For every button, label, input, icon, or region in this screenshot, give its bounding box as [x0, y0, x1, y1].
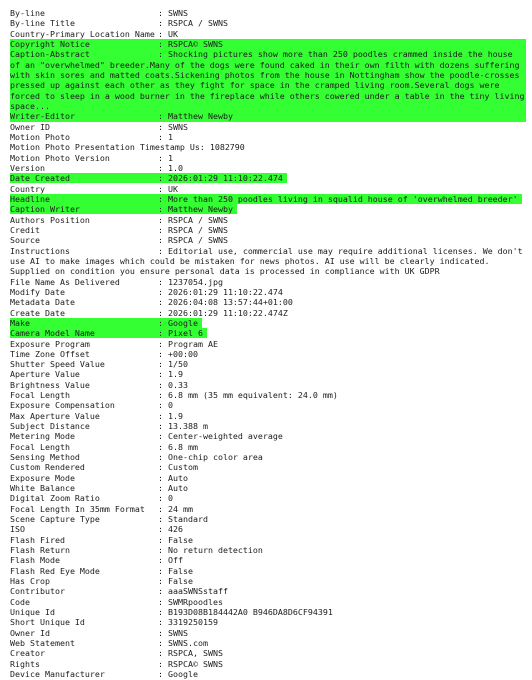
key-value-separator: :	[158, 658, 168, 669]
metadata-row-content	[10, 669, 198, 679]
metadata-row-content	[10, 215, 228, 225]
metadata-row-exposure-program	[10, 339, 526, 349]
key-value-separator: :	[158, 596, 168, 607]
metadata-value: RSPCA© SWNS	[168, 38, 223, 49]
metadata-key: Web Statement	[10, 638, 75, 649]
metadata-value: 2026:01:29 11:10:22.474	[168, 173, 283, 184]
metadata-key: Caption-Abstract	[10, 49, 90, 60]
key-value-separator: :	[158, 379, 168, 390]
key-value-separator: :	[158, 431, 168, 442]
metadata-row-headline	[10, 194, 526, 204]
metadata-key: Motion Photo	[10, 131, 70, 142]
metadata-key: Modify Date	[10, 286, 65, 297]
metadata-row-content	[10, 359, 188, 369]
metadata-row-content	[10, 400, 173, 410]
metadata-value: SWMRpoodles	[168, 596, 223, 607]
metadata-key: Date Created	[10, 173, 70, 184]
key-value-separator: :	[158, 193, 168, 204]
metadata-key: Device Manufacturer	[10, 669, 105, 679]
metadata-key: Metadata Date	[10, 297, 75, 308]
metadata-row-content	[10, 421, 208, 431]
metadata-row-content	[10, 586, 228, 596]
key-value-separator: :	[158, 286, 168, 297]
metadata-key: Metering Mode	[10, 431, 75, 442]
metadata-row-file-name-as-delivered	[10, 277, 526, 287]
metadata-row-content	[10, 617, 218, 627]
metadata-row-unique-id	[10, 607, 526, 617]
key-value-separator: :	[158, 514, 168, 525]
metadata-row-sensing-method	[10, 452, 526, 462]
metadata-value: RSPCA / SWNS	[168, 214, 228, 225]
metadata-row-content	[10, 431, 283, 441]
key-value-separator: :	[158, 214, 168, 225]
metadata-value: One-chip color area	[168, 452, 263, 463]
metadata-row-focal-length	[10, 442, 526, 452]
metadata-row-caption-writer	[10, 204, 526, 214]
metadata-row-flash-return	[10, 545, 526, 555]
key-value-separator: :	[158, 328, 168, 339]
metadata-key: Make	[10, 317, 30, 328]
metadata-value: Program AE	[168, 338, 218, 349]
key-value-separator: :	[158, 307, 168, 318]
metadata-value: Editorial use, commercial use may require additional licenses. We don't use AI to make images which could be mistaken for news photos. AI use will be clearly indicated. Supplied on condition you ensure personal data is processed in compliance with UK GDPR	[10, 245, 528, 277]
metadata-value: 0	[168, 400, 173, 411]
metadata-key: Country	[10, 183, 45, 194]
metadata-key: White Balance	[10, 483, 75, 494]
metadata-row-flash-red-eye-mode	[10, 566, 526, 576]
metadata-key: Headline	[10, 193, 50, 204]
metadata-row-content	[10, 297, 293, 307]
key-value-separator: :	[158, 524, 168, 535]
key-value-separator: :	[158, 121, 168, 132]
metadata-row-modify-date	[10, 287, 526, 297]
metadata-key: Owner ID	[10, 121, 50, 132]
metadata-key: Exposure Mode	[10, 472, 75, 483]
metadata-value: SWNS	[168, 121, 188, 132]
metadata-key: Camera Model Name	[10, 328, 95, 339]
metadata-row-has-crop	[10, 576, 526, 586]
key-value-separator: :	[158, 421, 168, 432]
key-value-separator: :	[158, 555, 168, 566]
metadata-row-content	[10, 287, 283, 297]
metadata-value: Shocking pictures show more than 250 poodles crammed inside the house of an "overwhelmed" breeder.Many of the dogs were found caked in their own filth with dozens suffering with skin sores and matted coats.Sickening photos from the house in Nottingham show the poodle-crosses pressed up against each other as they fight for space in the cramped living room.Several dogs were forced to sleep in a wood burner in the fireplace while others cowered under a table in the tiny living space...	[10, 49, 530, 111]
metadata-value: SWNS.com	[168, 638, 208, 649]
metadata-key: By-line	[10, 8, 45, 18]
metadata-value: SWNS	[168, 627, 188, 638]
metadata-row-country-primary-location-name	[10, 29, 526, 39]
metadata-value: Auto	[168, 472, 188, 483]
metadata-value: RSPCA© SWNS	[168, 658, 223, 669]
metadata-key: Short Unique Id	[10, 617, 85, 628]
metadata-key: Motion Photo Version	[10, 152, 110, 163]
key-value-separator: :	[158, 369, 168, 380]
metadata-row-content	[10, 566, 193, 576]
metadata-row-source	[10, 235, 526, 245]
metadata-row-content	[10, 545, 263, 555]
metadata-row-content	[10, 39, 223, 49]
metadata-key: Has Crop	[10, 576, 50, 587]
metadata-row-content	[10, 638, 208, 648]
metadata-key: Authors Position	[10, 214, 90, 225]
key-value-separator: :	[158, 38, 168, 49]
metadata-row-credit	[10, 225, 526, 235]
key-value-separator: :	[158, 638, 168, 649]
metadata-row-content	[10, 184, 178, 194]
metadata-row-content	[10, 628, 188, 638]
metadata-row-content	[10, 29, 178, 39]
metadata-row-create-date	[10, 308, 526, 318]
metadata-row-date-created	[10, 173, 526, 183]
key-value-separator: :	[158, 503, 168, 514]
metadata-key: Credit	[10, 224, 40, 235]
metadata-row-content	[10, 339, 218, 349]
metadata-value: 2026:04:08 13:57:44+01:00	[168, 297, 293, 308]
metadata-value: Google	[168, 669, 198, 679]
metadata-value: SWNS	[168, 8, 188, 18]
metadata-key: Instructions	[10, 245, 70, 256]
key-value-separator: :	[158, 183, 168, 194]
metadata-row-content	[10, 122, 188, 132]
metadata-value: 1.9	[168, 410, 183, 421]
metadata-row-owner-id	[10, 628, 526, 638]
metadata-row-content	[10, 49, 530, 111]
metadata-row-motion-photo-version	[10, 153, 526, 163]
metadata-row-digital-zoom-ratio	[10, 493, 526, 503]
key-value-separator: :	[158, 565, 168, 576]
metadata-key: Flash Red Eye Mode	[10, 565, 100, 576]
metadata-row-content	[10, 369, 183, 379]
metadata-row-shutter-speed-value	[10, 359, 526, 369]
metadata-key: Shutter Speed Value	[10, 359, 105, 370]
metadata-row-metering-mode	[10, 431, 526, 441]
metadata-row-content	[10, 504, 193, 514]
metadata-value: 1/50	[168, 359, 188, 370]
metadata-key: ISO	[10, 524, 25, 535]
key-value-separator: :	[158, 617, 168, 628]
key-value-separator: :	[158, 338, 168, 349]
metadata-key: Country-Primary Location Name	[10, 28, 155, 39]
metadata-value: Google	[168, 317, 198, 328]
metadata-value: RSPCA / SWNS	[168, 235, 228, 246]
metadata-row-content	[10, 153, 173, 163]
metadata-value: RSPCA, SWNS	[168, 648, 223, 659]
key-value-separator: :	[158, 131, 168, 142]
metadata-key: Create Date	[10, 307, 65, 318]
key-value-separator: :	[158, 348, 168, 359]
metadata-key: Code	[10, 596, 30, 607]
metadata-key: Motion Photo Presentation Timestamp Us	[10, 142, 200, 153]
metadata-key: Version	[10, 162, 45, 173]
metadata-key: Rights	[10, 658, 40, 669]
metadata-key: Aperture Value	[10, 369, 80, 380]
key-value-separator: :	[158, 669, 168, 679]
metadata-row-content	[10, 555, 183, 565]
metadata-row-content	[10, 246, 528, 277]
key-value-separator: :	[158, 28, 168, 39]
metadata-row-content	[10, 524, 183, 534]
metadata-row-authors-position	[10, 215, 526, 225]
metadata-value: 24 mm	[168, 503, 193, 514]
metadata-row-brightness-value	[10, 380, 526, 390]
metadata-value: 1	[168, 152, 173, 163]
metadata-key: Unique Id	[10, 607, 55, 618]
key-value-separator: :	[158, 162, 168, 173]
metadata-row-custom-rendered	[10, 462, 526, 472]
metadata-key: Caption Writer	[10, 204, 80, 215]
key-value-separator: :	[158, 245, 168, 256]
key-value-separator: :	[158, 390, 168, 401]
metadata-row-content	[10, 194, 522, 204]
metadata-row-by-line	[10, 8, 526, 18]
key-value-separator: :	[158, 317, 168, 328]
metadata-row-content	[10, 132, 173, 142]
metadata-key: By-line Title	[10, 18, 75, 29]
metadata-row-content	[10, 659, 223, 669]
key-value-separator: :	[158, 607, 168, 618]
metadata-value: Custom	[168, 462, 198, 473]
metadata-value: Standard	[168, 514, 208, 525]
key-value-separator: :	[158, 462, 168, 473]
metadata-row-device-manufacturer	[10, 669, 526, 679]
metadata-row-exposure-compensation	[10, 400, 526, 410]
metadata-value: Pixel 6	[168, 328, 203, 339]
metadata-value: B193D08B184442A0 B946DA8D6CF94391	[168, 607, 333, 618]
metadata-row-content	[10, 308, 288, 318]
key-value-separator: :	[158, 18, 168, 29]
metadata-row-focal-length-in-35mm-format	[10, 504, 526, 514]
metadata-row-flash-fired	[10, 535, 526, 545]
key-value-separator: :	[158, 648, 168, 659]
metadata-row-content	[10, 483, 188, 493]
metadata-key: Max Aperture Value	[10, 410, 100, 421]
metadata-row-content	[10, 18, 228, 28]
metadata-value: 6.8 mm	[168, 441, 198, 452]
metadata-value: 1082790	[209, 142, 245, 153]
metadata-row-content	[10, 8, 188, 18]
metadata-row-content	[10, 514, 208, 524]
metadata-row-content	[10, 452, 263, 462]
metadata-value: False	[168, 534, 193, 545]
metadata-key: Flash Return	[10, 545, 70, 556]
metadata-row-flash-mode	[10, 555, 526, 565]
metadata-row-writer-editor	[10, 111, 526, 121]
metadata-value: RSPCA / SWNS	[168, 224, 228, 235]
metadata-value: 0.33	[168, 379, 188, 390]
metadata-key: Writer-Editor	[10, 111, 75, 122]
metadata-row-country	[10, 184, 526, 194]
metadata-key: Scene Capture Type	[10, 514, 100, 525]
metadata-key: File Name As Delivered	[10, 276, 120, 287]
metadata-value: No return detection	[168, 545, 263, 556]
key-value-separator: :	[158, 576, 168, 587]
key-value-separator: :	[158, 627, 168, 638]
metadata-row-motion-photo-presentation-timestamp-us	[10, 142, 526, 152]
metadata-key: Creator	[10, 648, 45, 659]
metadata-row-short-unique-id	[10, 617, 526, 627]
metadata-row-content	[10, 111, 233, 121]
metadata-key: Exposure Compensation	[10, 400, 115, 411]
metadata-value: 2026:01:29 11:10:22.474	[168, 286, 283, 297]
metadata-row-content	[10, 204, 237, 214]
key-value-separator: :	[158, 493, 168, 504]
key-value-separator: :	[158, 204, 168, 215]
metadata-value: RSPCA / SWNS	[168, 18, 228, 29]
metadata-row-owner-id	[10, 122, 526, 132]
key-value-separator: :	[158, 224, 168, 235]
key-value-separator: :	[158, 483, 168, 494]
metadata-row-web-statement	[10, 638, 526, 648]
metadata-value: Matthew Newby	[168, 111, 233, 122]
metadata-row-content	[10, 318, 202, 328]
metadata-row-content	[10, 648, 223, 658]
metadata-key: Contributor	[10, 586, 65, 597]
metadata-value: 13.388 m	[168, 421, 208, 432]
metadata-key: Subject Distance	[10, 421, 90, 432]
metadata-row-creator	[10, 648, 526, 658]
metadata-row-metadata-date	[10, 297, 526, 307]
metadata-value: aaaSWNSstaff	[168, 586, 228, 597]
metadata-row-camera-model-name	[10, 328, 526, 338]
metadata-value: Matthew Newby	[168, 204, 233, 215]
key-value-separator: :	[158, 472, 168, 483]
metadata-key: Source	[10, 235, 40, 246]
key-value-separator: :	[158, 441, 168, 452]
metadata-value: 6.8 mm (35 mm equivalent: 24.0 mm)	[168, 390, 338, 401]
key-value-separator: :	[158, 173, 168, 184]
metadata-value: 1	[168, 131, 173, 142]
metadata-row-content	[10, 576, 193, 586]
metadata-row-time-zone-offset	[10, 349, 526, 359]
metadata-row-aperture-value	[10, 369, 526, 379]
metadata-key: Focal Length	[10, 390, 70, 401]
key-value-separator: :	[158, 235, 168, 246]
metadata-row-content	[10, 493, 173, 503]
metadata-row-content	[10, 163, 183, 173]
key-value-separator: :	[158, 400, 168, 411]
metadata-key: Owner Id	[10, 627, 50, 638]
metadata-row-focal-length	[10, 390, 526, 400]
metadata-key: Digital Zoom Ratio	[10, 493, 100, 504]
metadata-value: +00:00	[168, 348, 198, 359]
key-value-separator: :	[158, 359, 168, 370]
metadata-key: Custom Rendered	[10, 462, 85, 473]
metadata-row-content	[10, 535, 193, 545]
metadata-key: Flash Mode	[10, 555, 60, 566]
key-value-separator: :	[158, 111, 168, 122]
metadata-row-content	[10, 380, 188, 390]
metadata-value: False	[168, 565, 193, 576]
metadata-key: Focal Length	[10, 441, 70, 452]
metadata-row-copyright-notice	[10, 39, 526, 49]
metadata-value: 1.9	[168, 369, 183, 380]
metadata-value: False	[168, 576, 193, 587]
metadata-row-content	[10, 390, 338, 400]
metadata-row-content	[10, 235, 228, 245]
metadata-row-version	[10, 163, 526, 173]
metadata-row-code	[10, 597, 526, 607]
metadata-value: UK	[168, 28, 178, 39]
key-value-separator: :	[158, 545, 168, 556]
metadata-row-content	[10, 597, 223, 607]
metadata-key: Sensing Method	[10, 452, 80, 463]
key-value-separator: :	[158, 586, 168, 597]
metadata-value: Auto	[168, 483, 188, 494]
key-value-separator: :	[158, 534, 168, 545]
metadata-key: Time Zone Offset	[10, 348, 90, 359]
metadata-value: UK	[168, 183, 178, 194]
metadata-row-scene-capture-type	[10, 514, 526, 524]
metadata-value: 426	[168, 524, 183, 535]
key-value-separator: :	[158, 8, 168, 18]
metadata-value: 2026:01:29 11:10:22.474Z	[168, 307, 288, 318]
metadata-key: Exposure Program	[10, 338, 90, 349]
metadata-row-caption-abstract	[10, 49, 530, 111]
metadata-key: Copyright Notice	[10, 38, 90, 49]
metadata-value: 0	[168, 493, 173, 504]
metadata-row-subject-distance	[10, 421, 526, 431]
key-value-separator: :	[158, 276, 168, 287]
metadata-row-by-line-title	[10, 18, 526, 28]
metadata-row-max-aperture-value	[10, 411, 526, 421]
metadata-key: Focal Length In 35mm Format	[10, 503, 145, 514]
metadata-row-content	[10, 328, 207, 338]
metadata-value: More than 250 poodles living in squalid house of 'overwhelmed breeder'	[168, 193, 518, 204]
key-value-separator: :	[158, 49, 168, 60]
metadata-row-content	[10, 442, 198, 452]
metadata-row-content	[10, 411, 183, 421]
metadata-value: 1.0	[168, 162, 183, 173]
metadata-row-exposure-mode	[10, 473, 526, 483]
metadata-value: 3319250159	[168, 617, 218, 628]
metadata-row-content	[10, 607, 333, 617]
key-value-separator: :	[158, 152, 168, 163]
metadata-row-contributor	[10, 586, 526, 596]
metadata-row-content	[10, 277, 223, 287]
key-value-separator: :	[199, 142, 210, 153]
metadata-row-rights	[10, 659, 526, 669]
key-value-separator: :	[158, 297, 168, 308]
metadata-row-content	[10, 462, 198, 472]
metadata-row-iso	[10, 524, 526, 534]
metadata-row-motion-photo	[10, 132, 526, 142]
metadata-row-content	[10, 473, 188, 483]
metadata-row-content	[10, 225, 228, 235]
key-value-separator: :	[158, 452, 168, 463]
metadata-value: Off	[168, 555, 183, 566]
metadata-value: Center-weighted average	[168, 431, 283, 442]
metadata-value: 1237054.jpg	[168, 276, 223, 287]
metadata-key: Brightness Value	[10, 379, 90, 390]
metadata-key: Flash Fired	[10, 534, 65, 545]
metadata-row-content	[10, 173, 287, 183]
metadata-row-instructions	[10, 246, 526, 277]
metadata-row-white-balance	[10, 483, 526, 493]
metadata-row-content	[10, 142, 245, 152]
metadata-row-content	[10, 349, 198, 359]
metadata-row-make	[10, 318, 526, 328]
key-value-separator: :	[158, 410, 168, 421]
